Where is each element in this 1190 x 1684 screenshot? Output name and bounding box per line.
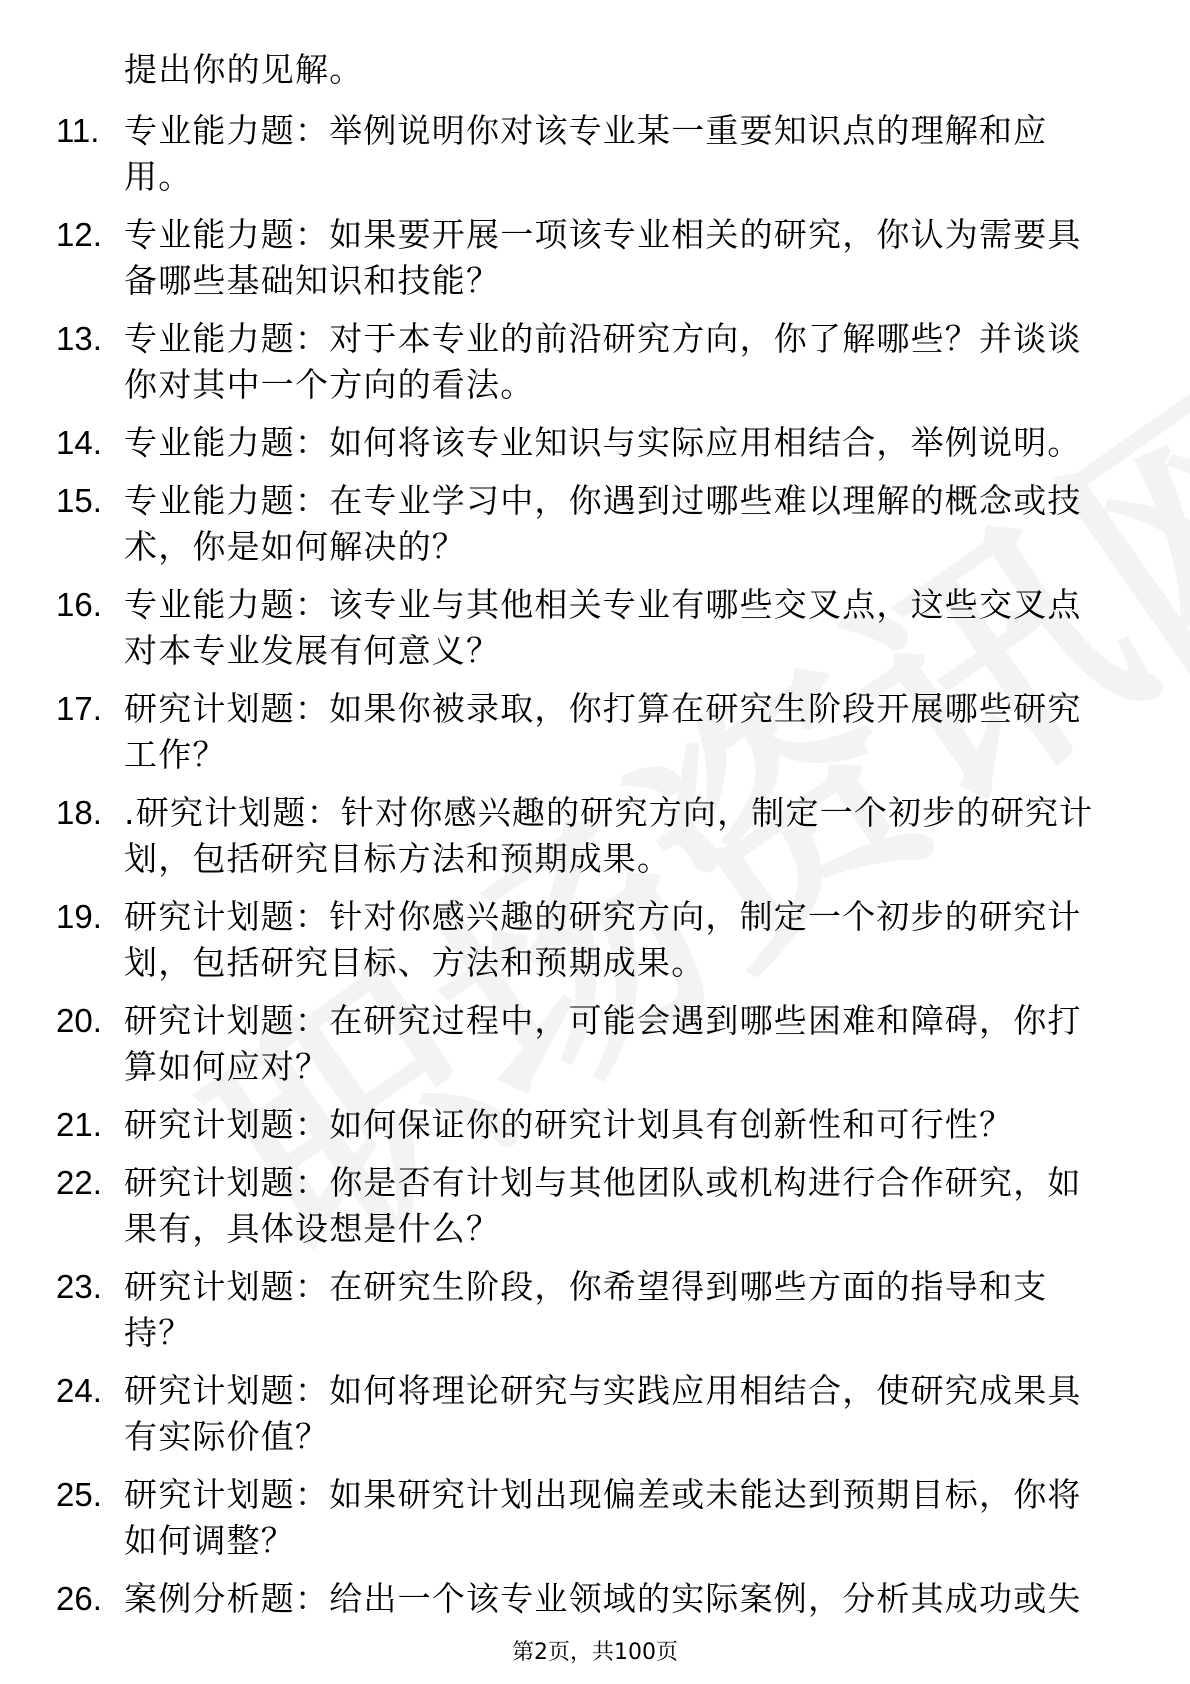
question-list: [0, 108, 1190, 1634]
question-number: 22.: [56, 1164, 102, 1201]
question-text: 专业能力题：如何将该专业知识与实际应用相结合，举例说明。: [124, 423, 1082, 462]
question-item: [0, 686, 1190, 790]
continuation-text: 提出你的见解。: [124, 50, 364, 89]
question-item: [0, 478, 1190, 582]
question-item: [0, 108, 1190, 212]
question-item: [0, 582, 1190, 686]
question-text: 专业能力题：举例说明你对该专业某一重要知识点的理解和应用。: [124, 111, 1048, 196]
question-number: 12.: [56, 216, 102, 253]
question-item: [0, 790, 1190, 894]
question-text: 案例分析题：给出一个该专业领域的实际案例，分析其成功或失: [124, 1579, 1082, 1618]
question-text: 专业能力题：在专业学习中，你遇到过哪些难以理解的概念或技术，你是如何解决的？: [124, 481, 1082, 566]
question-text: 研究计划题：在研究生阶段，你希望得到哪些方面的指导和支持？: [124, 1267, 1048, 1352]
question-number: 13.: [56, 320, 102, 357]
question-item: [0, 1264, 1190, 1368]
question-text: 专业能力题：如果要开展一项该专业相关的研究，你认为需要具备哪些基础知识和技能？: [124, 215, 1082, 300]
question-item: [0, 1472, 1190, 1576]
question-number: 16.: [56, 586, 102, 623]
question-text: 研究计划题：如果你被录取，你打算在研究生阶段开展哪些研究工作？: [124, 689, 1082, 774]
question-text: .研究计划题：针对你感兴趣的研究方向，制定一个初步的研究计划，包括研究目标方法和预期成果。: [124, 793, 1094, 878]
question-text: 研究计划题：如何保证你的研究计划具有创新性和可行性？: [124, 1105, 1014, 1144]
question-number: 18.: [56, 794, 102, 831]
question-item: [0, 998, 1190, 1102]
question-number: 14.: [56, 424, 102, 461]
question-text: 研究计划题：针对你感兴趣的研究方向，制定一个初步的研究计划，包括研究目标、方法和预期成果。: [124, 897, 1082, 982]
question-item: [0, 316, 1190, 420]
question-text: 研究计划题：在研究过程中，可能会遇到哪些困难和障碍，你打算如何应对？: [124, 1001, 1082, 1086]
question-item: [0, 894, 1190, 998]
question-number: 21.: [56, 1106, 102, 1143]
question-text: 研究计划题：你是否有计划与其他团队或机构进行合作研究，如果有，具体设想是什么？: [124, 1163, 1082, 1248]
question-text: 专业能力题：该专业与其他相关专业有哪些交叉点，这些交叉点对本专业发展有何意义？: [124, 585, 1082, 670]
question-number: 19.: [56, 898, 102, 935]
question-item: [0, 212, 1190, 316]
question-item: [0, 1102, 1190, 1160]
page-footer: 第2页，共100页: [512, 1640, 678, 1665]
question-number: 26.: [56, 1580, 102, 1617]
question-number: 20.: [56, 1002, 102, 1039]
question-item: [0, 1576, 1190, 1634]
question-text: 研究计划题：如果研究计划出现偏差或未能达到预期目标，你将如何调整？: [124, 1475, 1082, 1560]
question-number: 15.: [56, 482, 102, 519]
question-number: 23.: [56, 1268, 102, 1305]
question-item: [0, 1368, 1190, 1472]
question-number: 24.: [56, 1372, 102, 1409]
question-item: [0, 1160, 1190, 1264]
question-text: 研究计划题：如何将理论研究与实践应用相结合，使研究成果具有实际价值？: [124, 1371, 1082, 1456]
question-number: 11.: [56, 112, 100, 149]
question-item: [0, 420, 1190, 478]
question-text: 专业能力题：对于本专业的前沿研究方向，你了解哪些？并谈谈你对其中一个方向的看法。: [124, 319, 1082, 404]
question-number: 25.: [56, 1476, 102, 1513]
question-number: 17.: [56, 690, 102, 727]
